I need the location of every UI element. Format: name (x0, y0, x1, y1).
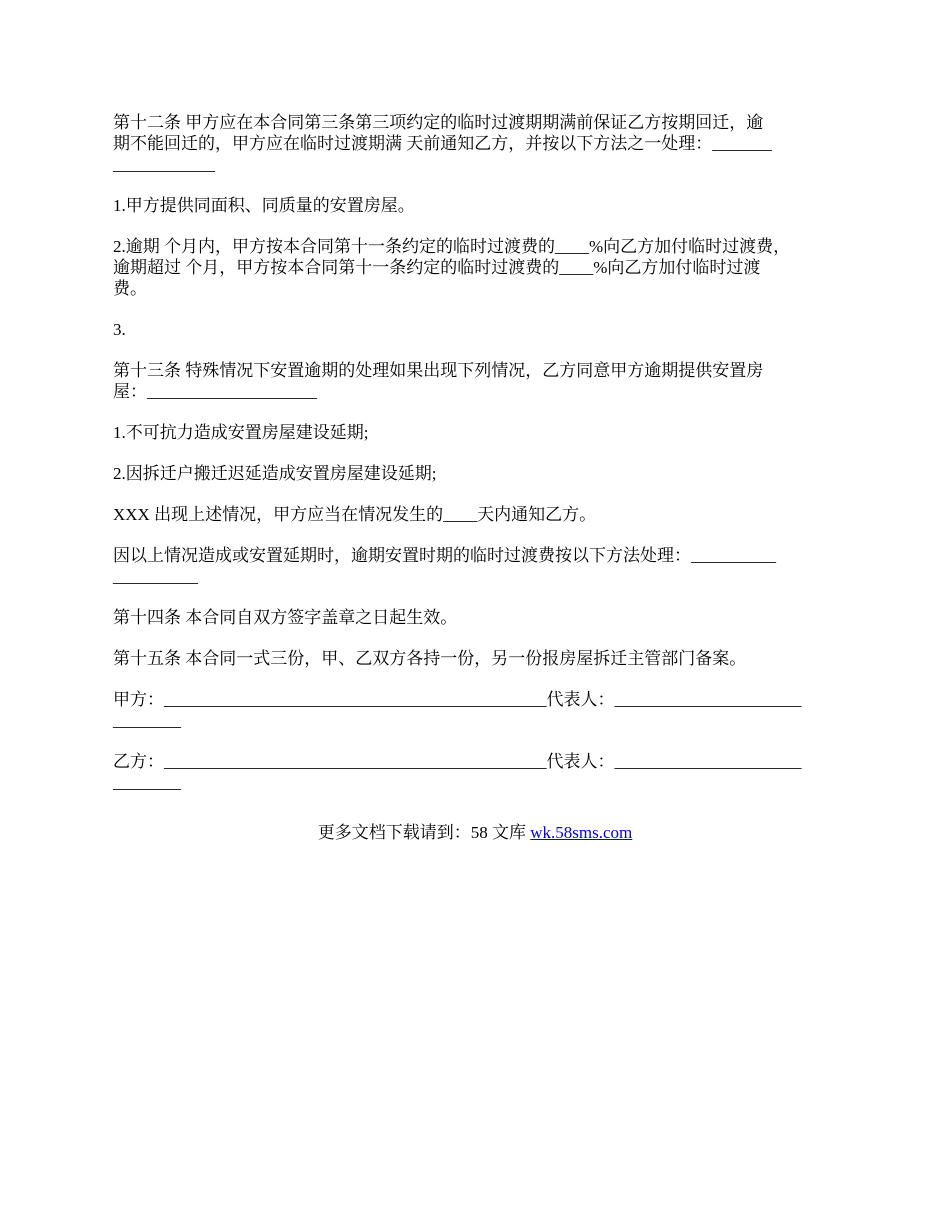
article-12-paragraph (113, 112, 841, 175)
article-12-line-2: 期不能回迁的，甲方应在临时过渡期满 天前通知乙方，并按以下方法之一处理：_______ (113, 134, 772, 153)
document-body (113, 112, 841, 813)
item-2-line-2: 逾期超过 个月，甲方按本合同第十一条约定的临时过渡费的____%向乙方加付临时过渡 (113, 258, 761, 277)
fee-line-1: 因以上情况造成或安置延期时，逾期安置时期的临时过渡费按以下方法处理：__________ (113, 546, 776, 565)
case-1-paragraph (113, 422, 841, 443)
article-15-text: 第十五条 本合同一式三份，甲、乙双方各持一份，另一份报房屋拆迁主管部门备案。 (113, 649, 747, 668)
party-b-line-1: 乙方：_____________________________________________代表人：______________________ (113, 752, 802, 771)
case-1-text: 1.不可抗力造成安置房屋建设延期; (113, 423, 369, 442)
article-14-paragraph (113, 607, 841, 628)
item-2-line-1: 2.逾期 个月内，甲方按本合同第十一条约定的临时过渡费的____%向乙方加付临时过渡费， (113, 237, 791, 256)
fee-paragraph (113, 545, 841, 587)
item-2-line-3: 费。 (113, 279, 147, 298)
article-12-line-3: ____________ (113, 155, 215, 174)
party-b-signature-line (113, 751, 841, 793)
item-2-paragraph (113, 236, 841, 299)
item-1-text: 1.甲方提供同面积、同质量的安置房屋。 (113, 196, 415, 215)
item-3-paragraph (113, 319, 841, 340)
party-a-line-2: ________ (113, 711, 181, 730)
article-13-paragraph (113, 360, 841, 402)
item-3-text: 3. (113, 320, 126, 339)
party-b-line-2: ________ (113, 773, 181, 792)
fee-line-2: __________ (113, 567, 198, 586)
item-1-paragraph (113, 195, 841, 216)
article-12-line-1: 第十二条 甲方应在本合同第三条第三项约定的临时过渡期期满前保证乙方按期回迁，逾 (113, 113, 764, 132)
footer-download-link[interactable]: wk.58sms.com (530, 823, 633, 842)
party-a-signature-line (113, 689, 841, 731)
case-2-text: 2.因拆迁户搬迁迟延造成安置房屋建设延期; (113, 464, 437, 483)
article-14-text: 第十四条 本合同自双方签字盖章之日起生效。 (113, 608, 458, 627)
notice-paragraph (113, 504, 841, 525)
article-15-paragraph (113, 648, 841, 669)
party-a-line-1: 甲方：_____________________________________________代表人：______________________ (113, 690, 802, 709)
notice-text: XXX 出现上述情况，甲方应当在情况发生的____天内通知乙方。 (113, 505, 597, 524)
case-2-paragraph (113, 463, 841, 484)
article-13-line-1: 第十三条 特殊情况下安置逾期的处理如果出现下列情况，乙方同意甲方逾期提供安置房 (113, 361, 764, 380)
download-footer (0, 822, 950, 843)
footer-prefix-text: 更多文档下载请到：58 文库 (317, 823, 531, 842)
article-13-line-2: 屋：____________________ (113, 382, 317, 401)
